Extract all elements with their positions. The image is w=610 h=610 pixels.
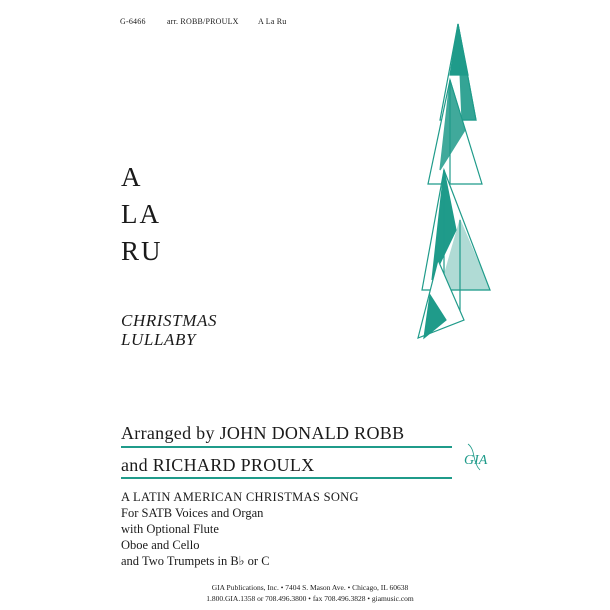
divider-rule-2 bbox=[121, 477, 452, 479]
arranger-line-1: Arranged by JOHN DONALD ROBB bbox=[121, 423, 405, 443]
title-line-3: RU bbox=[121, 236, 163, 266]
gia-logo-text: GIA bbox=[464, 453, 488, 468]
divider-rule-1 bbox=[121, 446, 452, 448]
title-line-2: LA bbox=[121, 199, 161, 229]
publisher-contact: 1.800.GIA.1358 or 708.496.3800 • fax 708.496.3828 • giamusic.com bbox=[206, 594, 414, 603]
gia-logo-icon bbox=[460, 440, 496, 476]
subtitle-line-1: CHRISTMAS bbox=[121, 311, 218, 330]
subtitle-line-2: LULLABY bbox=[121, 330, 197, 349]
christmas-tree-icon bbox=[410, 20, 515, 350]
description-line-1: For SATB Voices and Organ bbox=[121, 506, 264, 520]
title-line-1: A bbox=[121, 162, 143, 192]
header-bar bbox=[0, 17, 610, 31]
description-line-4: and Two Trumpets in B♭ or C bbox=[121, 554, 270, 568]
description-line-2: with Optional Flute bbox=[121, 522, 219, 536]
arranger-line-2: and RICHARD PROULX bbox=[121, 455, 315, 475]
description-heading: A LATIN AMERICAN CHRISTMAS SONG bbox=[121, 490, 359, 504]
header-arrangers: arr. ROBB/PROULX bbox=[167, 17, 239, 26]
header-title: A La Ru bbox=[258, 17, 287, 26]
catalog-number: G-6466 bbox=[120, 17, 146, 26]
description-line-3: Oboe and Cello bbox=[121, 538, 200, 552]
publisher-address: GIA Publications, Inc. • 7404 S. Mason Ave. • Chicago, IL 60638 bbox=[211, 583, 409, 592]
